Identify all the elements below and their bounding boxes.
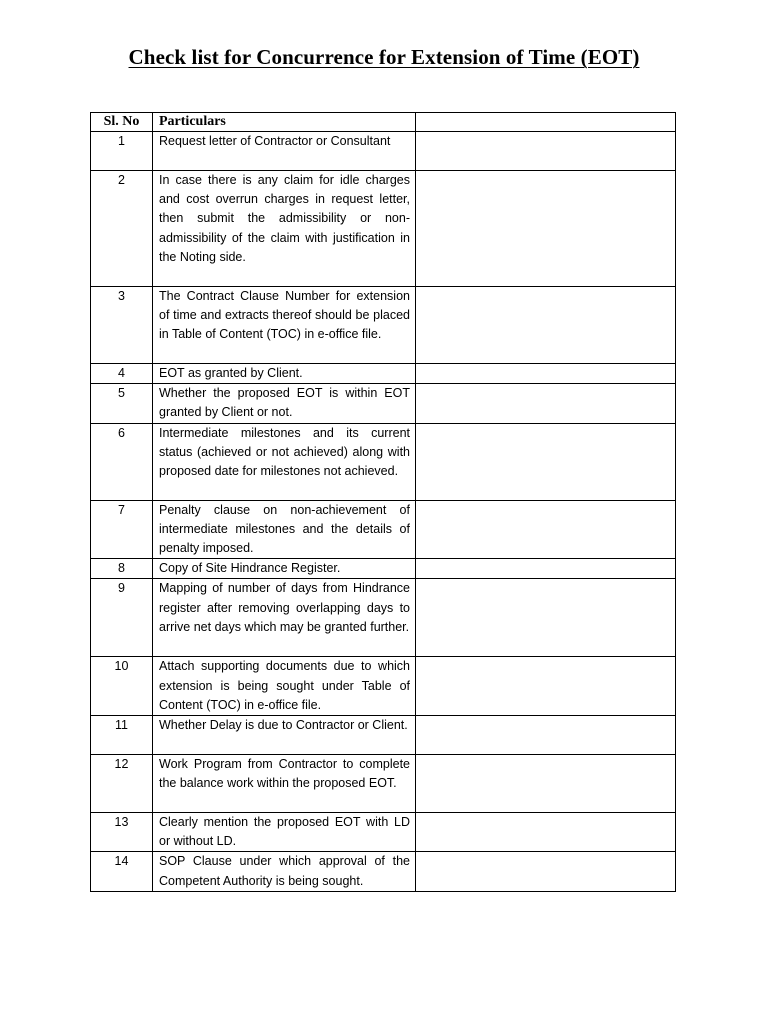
row-particulars: EOT as granted by Client. [153, 364, 416, 384]
row-particulars: In case there is any claim for idle charges and cost overrun charges in request letter, then submit the admissibility or non-admissibility of the claim with justification in the Noting side. [153, 171, 416, 287]
row-remarks-cell [416, 852, 676, 891]
row-sl-no: 8 [91, 559, 153, 579]
row-sl-no: 13 [91, 813, 153, 852]
row-remarks-cell [416, 423, 676, 500]
row-particulars: Penalty clause on non-achievement of intermediate milestones and the details of penalty imposed. [153, 500, 416, 559]
table-row [91, 579, 676, 657]
row-particulars: SOP Clause under which approval of the Competent Authority is being sought. [153, 852, 416, 891]
page-title: Check list for Concurrence for Extension of Time (EOT) [128, 45, 640, 69]
row-remarks-cell [416, 559, 676, 579]
row-remarks-cell [416, 813, 676, 852]
row-remarks-cell [416, 657, 676, 716]
row-sl-no: 4 [91, 364, 153, 384]
row-remarks-cell [416, 384, 676, 423]
row-remarks-cell [416, 287, 676, 364]
row-sl-no: 11 [91, 716, 153, 755]
header-remarks [416, 113, 676, 132]
row-particulars: Intermediate milestones and its current status (achieved or not achieved) along with proposed date for milestones not achieved. [153, 423, 416, 500]
row-sl-no: 1 [91, 132, 153, 171]
row-particulars: Copy of Site Hindrance Register. [153, 559, 416, 579]
row-remarks-cell [416, 364, 676, 384]
table-row [91, 559, 676, 579]
table-row [91, 384, 676, 423]
row-remarks-cell [416, 132, 676, 171]
row-particulars: Attach supporting documents due to which extension is being sought under Table of Content (TOC) in e-office file. [153, 657, 416, 716]
row-particulars: Work Program from Contractor to complete the balance work within the proposed EOT. [153, 755, 416, 813]
table-row [91, 423, 676, 500]
header-particulars: Particulars [153, 113, 416, 132]
table-row [91, 852, 676, 891]
table-row [91, 132, 676, 171]
table-row [91, 657, 676, 716]
row-remarks-cell [416, 755, 676, 813]
row-sl-no: 2 [91, 171, 153, 287]
row-sl-no: 14 [91, 852, 153, 891]
table-row [91, 755, 676, 813]
row-particulars: Clearly mention the proposed EOT with LD or without LD. [153, 813, 416, 852]
row-particulars: Mapping of number of days from Hindrance register after removing overlapping days to arrive net days which may be granted further. [153, 579, 416, 657]
row-remarks-cell [416, 716, 676, 755]
row-particulars: Whether the proposed EOT is within EOT granted by Client or not. [153, 384, 416, 423]
row-remarks-cell [416, 171, 676, 287]
row-particulars: The Contract Clause Number for extension of time and extracts thereof should be placed in Table of Content (TOC) in e-office file. [153, 287, 416, 364]
table-row [91, 364, 676, 384]
table-row [91, 716, 676, 755]
table-row [91, 171, 676, 287]
row-sl-no: 10 [91, 657, 153, 716]
row-sl-no: 9 [91, 579, 153, 657]
checklist-table [90, 112, 676, 892]
row-sl-no: 12 [91, 755, 153, 813]
row-sl-no: 3 [91, 287, 153, 364]
row-sl-no: 5 [91, 384, 153, 423]
row-remarks-cell [416, 500, 676, 559]
row-sl-no: 7 [91, 500, 153, 559]
table-row [91, 500, 676, 559]
row-particulars: Request letter of Contractor or Consultant [153, 132, 416, 171]
row-particulars: Whether Delay is due to Contractor or Client. [153, 716, 416, 755]
table-row [91, 813, 676, 852]
table-row [91, 287, 676, 364]
row-remarks-cell [416, 579, 676, 657]
header-sl-no: Sl. No [91, 113, 153, 132]
table-header-row [91, 113, 676, 132]
row-sl-no: 6 [91, 423, 153, 500]
